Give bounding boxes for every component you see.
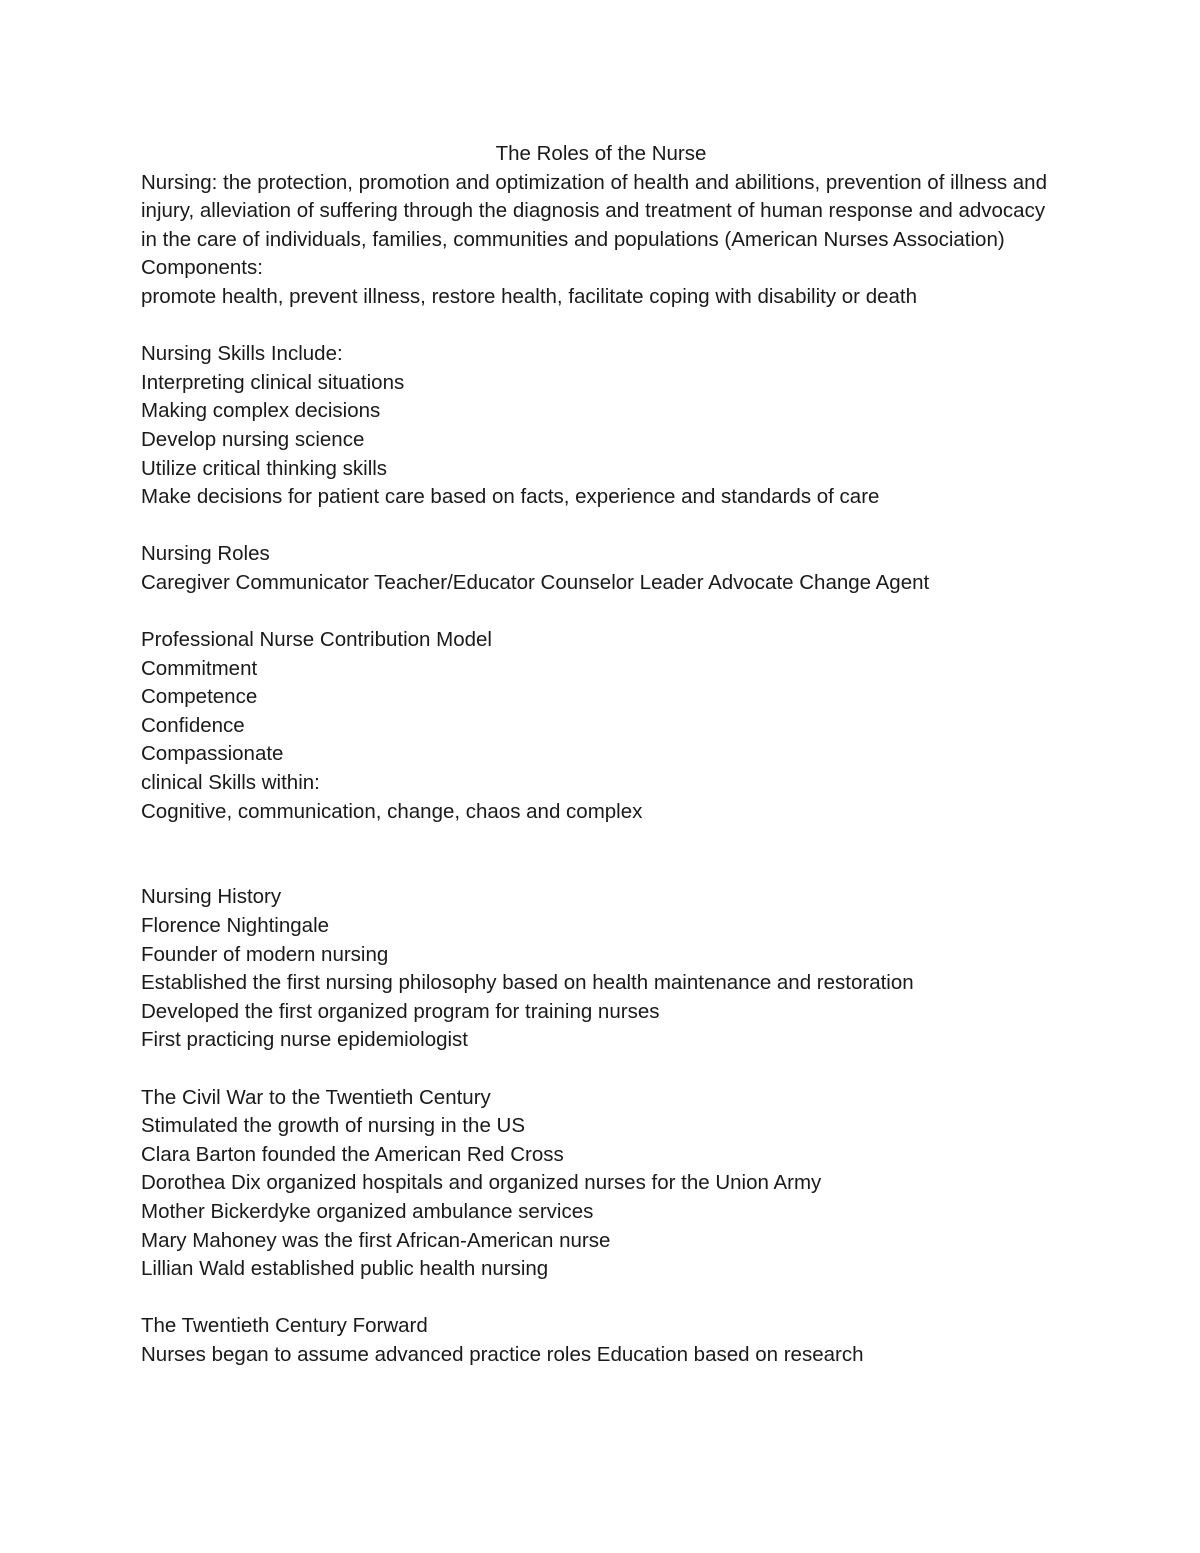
model-item: Confidence — [141, 713, 245, 737]
document-title: The Roles of the Nurse — [495, 142, 707, 165]
spacer — [141, 512, 1061, 541]
spacer — [141, 312, 1061, 341]
skills-item: Make decisions for patient care based on facts, experience and standards of care — [141, 485, 880, 509]
model-item: Compassionate — [141, 742, 284, 766]
spacer — [141, 598, 1061, 627]
civil-war-item: Dorothea Dix organized hospitals and organized nurses for the Union Army — [141, 1171, 822, 1195]
history-item: Established the first nursing philosophy based on health maintenance and restoration — [141, 971, 914, 995]
history-item: Founder of modern nursing — [141, 942, 389, 966]
spacer — [141, 826, 1061, 883]
history-item: Developed the first organized program for training nurses — [141, 999, 660, 1023]
nursing-definition: Nursing: the protection, promotion and optimization of health and abilitions, prevention of illness and injury, alleviation of suffering through the diagnosis and treatment of human response and advocacy in the care of individuals, families, communities and populations (American Nurses Association) — [141, 170, 1047, 251]
model-item: Competence — [141, 685, 258, 709]
skills-item: Utilize critical thinking skills — [141, 456, 388, 480]
civil-war-item: Clara Barton founded the American Red Cross — [141, 1142, 564, 1166]
civil-war-item: Mother Bickerdyke organized ambulance services — [141, 1199, 594, 1223]
components-heading: Components: — [141, 256, 263, 280]
model-item: Cognitive, communication, change, chaos and complex — [141, 799, 643, 823]
skills-item: Interpreting clinical situations — [141, 370, 405, 394]
model-item: clinical Skills within: — [141, 771, 320, 795]
roles-heading: Nursing Roles — [141, 542, 270, 566]
twentieth-item: Nurses began to assume advanced practice roles Education based on research — [141, 1342, 864, 1366]
model-heading: Professional Nurse Contribution Model — [141, 628, 492, 652]
civil-war-item: Mary Mahoney was the first African-American nurse — [141, 1228, 611, 1252]
spacer — [141, 1284, 1061, 1313]
spacer — [141, 1055, 1061, 1084]
document-body — [141, 140, 1061, 1370]
components-text: promote health, prevent illness, restore health, facilitate coping with disability or death — [141, 284, 918, 308]
civil-war-heading: The Civil War to the Twentieth Century — [141, 1085, 491, 1109]
history-heading: Nursing History — [141, 885, 282, 909]
history-item: Florence Nightingale — [141, 914, 330, 938]
skills-item: Develop nursing science — [141, 427, 365, 451]
twentieth-heading: The Twentieth Century Forward — [141, 1314, 428, 1338]
roles-text: Caregiver Communicator Teacher/Educator Counselor Leader Advocate Change Agent — [141, 570, 930, 594]
skills-heading: Nursing Skills Include: — [141, 342, 343, 366]
skills-item: Making complex decisions — [141, 399, 381, 423]
history-item: First practicing nurse epidemiologist — [141, 1028, 468, 1052]
civil-war-item: Stimulated the growth of nursing in the US — [141, 1114, 526, 1138]
civil-war-item: Lillian Wald established public health nursing — [141, 1257, 549, 1281]
model-item: Commitment — [141, 656, 258, 680]
